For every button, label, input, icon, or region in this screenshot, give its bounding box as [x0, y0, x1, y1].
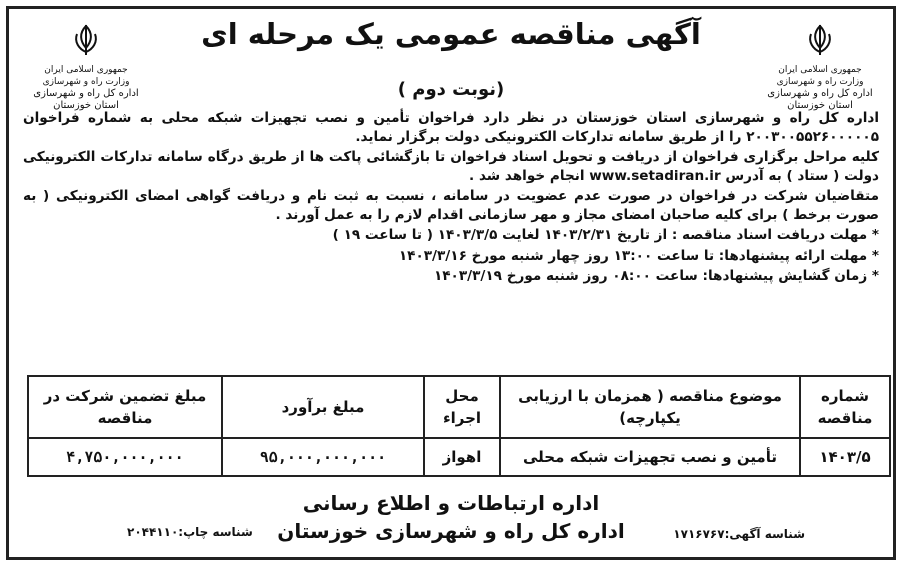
notice-subtitle: (نوبت دوم ): [397, 79, 505, 100]
cell-estimate: ۹۵,۰۰۰,۰۰۰,۰۰۰: [222, 438, 424, 476]
paragraph-intro: اداره کل راه و شهرسازی استان خوزستان در نظر دارد فراخوان تأمین و نصب تجهیزات شبکه محلی به شماره فراخوان ۲۰۰۳۰۰۵۵۲۶۰۰۰۰۰۵ را از طریق سامانه تدارکات الکترونیکی دولت برگزار نماید.: [23, 110, 879, 145]
footer-department: اداره ارتباطات و اطلاع رسانی: [302, 491, 600, 515]
ad-id: شناسه آگهی:۱۷۱۶۷۶۷: [673, 527, 805, 541]
table-header-row: [28, 376, 890, 438]
deadline-documents: * مهلت دریافت اسناد مناقصه : از تاریخ ۱۴۰۳/۲/۳۱ لغایت ۱۴۰۳/۳/۵ ( تا ساعت ۱۹ ): [23, 226, 879, 245]
col-location: محل اجراء: [424, 376, 500, 438]
iran-emblem-icon: [803, 23, 837, 57]
cell-subject: تأمین و نصب تجهیزات شبکه محلی: [500, 438, 800, 476]
tender-notice: [6, 6, 896, 560]
logo-right-line4: استان خوزستان: [787, 100, 853, 111]
col-subject: موضوع مناقصه ( همزمان با ارزیابی یکپارچه): [500, 376, 800, 438]
logo-left-line2: وزارت راه و شهرسازی: [42, 77, 130, 87]
iran-emblem-icon: [69, 23, 103, 57]
paragraph-procedure: کلیه مراحل برگزاری فراخوان از دریافت و تحویل اسناد فراخوان تا بازگشائی پاکت ها از طریق درگاه سامانه تدارکات الکترونیکی دولت ( ستاد ) به آدرس www.setadiran.ir انجام خواهد شد .: [23, 149, 879, 184]
paragraph-applicants: متقاضیان شرکت در فراخوان در صورت عدم عضویت در سامانه ، نسبت به ثبت نام و دریافت گواهی امضای الکترونیکی ( به صورت برخط ) برای کلیه صاحبان امضای مجاز و مهر سازمانی اقدام لازم را به عمل آورند .: [23, 188, 879, 223]
deadline-proposals: * مهلت ارائه پیشنهادها: تا ساعت ۱۳:۰۰ روز چهار شنبه مورخ ۱۴۰۳/۳/۱۶: [23, 247, 879, 266]
cell-guarantee: ۴,۷۵۰,۰۰۰,۰۰۰: [28, 438, 222, 476]
notice-body: [23, 109, 879, 288]
logo-left-line1: جمهوری اسلامی ایران: [44, 65, 128, 75]
table-row: [28, 438, 890, 476]
logo-left-line4: استان خوزستان: [53, 100, 119, 111]
col-estimate: مبلغ برآورد: [222, 376, 424, 438]
col-guarantee: مبلغ تضمین شرکت در مناقصه: [28, 376, 222, 438]
col-number: شماره مناقصه: [800, 376, 890, 438]
logo-right-line2: وزارت راه و شهرسازی: [776, 77, 864, 87]
notice-title: آگهی مناقصه عمومی یک مرحله ای: [201, 17, 701, 51]
logo-left-line3: اداره کل راه و شهرسازی: [33, 88, 139, 99]
tender-table: [27, 375, 891, 477]
cell-location: اهواز: [424, 438, 500, 476]
footer-organization: اداره کل راه و شهرسازی خوزستان: [277, 519, 625, 543]
logo-right-line1: جمهوری اسلامی ایران: [778, 65, 862, 75]
logo-right-line3: اداره کل راه و شهرسازی: [767, 88, 873, 99]
cell-number: ۱۴۰۳/۵: [800, 438, 890, 476]
opening-time: * زمان گشایش پیشنهادها: ساعت ۰۸:۰۰ روز شنبه مورخ ۱۴۰۳/۳/۱۹: [23, 267, 879, 286]
print-id: شناسه چاپ:۲۰۴۴۱۱۰: [127, 525, 253, 539]
